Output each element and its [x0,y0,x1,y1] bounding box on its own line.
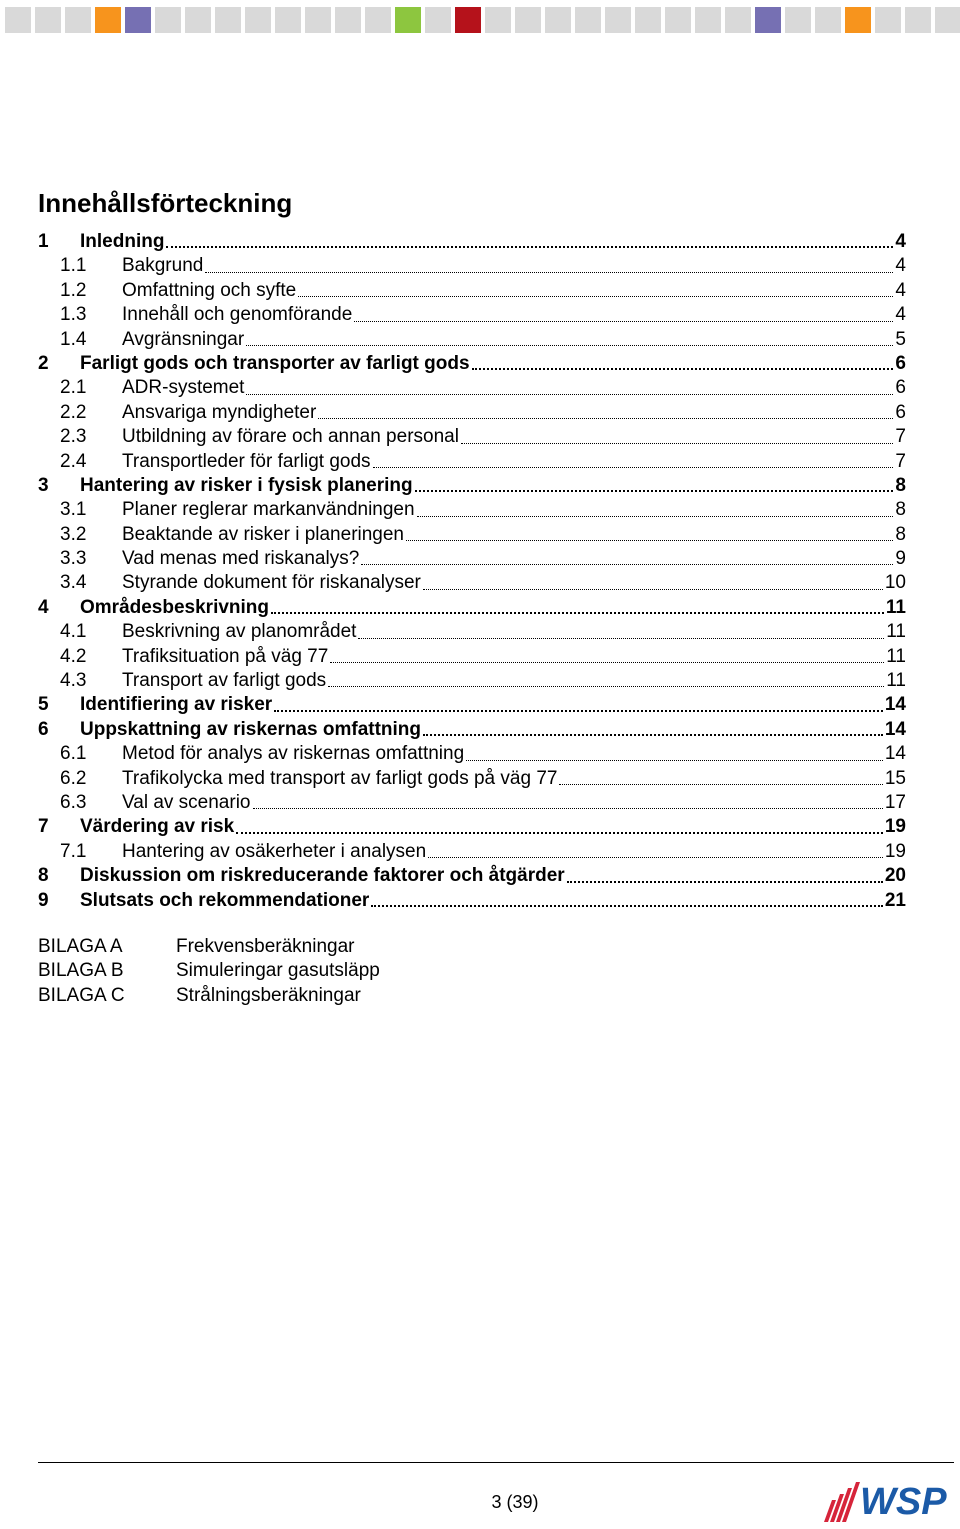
toc-entry-title: Diskussion om riskreducerande faktorer och åtgärder [80,865,565,887]
toc-entry[interactable] [38,742,906,766]
appendix-title: Frekvensberäkningar [176,936,355,957]
color-square [305,7,331,33]
toc-leader-dots [246,394,893,395]
appendix-title: Strålningsberäkningar [176,984,361,1006]
toc-entry[interactable] [38,474,906,498]
toc-entry-title: Slutsats och rekommendationer [80,889,370,911]
color-square [35,7,61,33]
color-square-bar [5,7,960,33]
toc-entry[interactable] [38,718,906,742]
color-square [845,7,871,33]
appendix-item [38,959,380,983]
toc-entry-title: Vad menas med riskanalys? [122,548,360,570]
toc-entry-title: Utbildning av förare och annan personal [122,426,459,448]
toc-leader-dots [318,418,893,419]
toc-entry-number: 9 [38,889,49,911]
color-square [665,7,691,33]
appendix-title: Simuleringar gasutsläpp [176,960,380,982]
table-of-contents [38,230,906,913]
toc-entry-number: 3.3 [60,548,87,570]
toc-entry[interactable] [38,840,906,864]
toc-entry-title: Transport av farligt gods [122,670,327,692]
toc-entry[interactable] [38,376,906,400]
color-square [365,7,391,33]
toc-entry-number: 3.2 [60,523,87,545]
appendix-item [38,935,380,959]
toc-entry-title: Farligt gods och transporter av farligt gods [80,352,470,374]
toc-entry-title: Beaktande av risker i planeringen [122,523,405,545]
toc-entry[interactable] [38,328,906,352]
toc-entry[interactable] [38,450,906,474]
toc-entry[interactable] [38,425,906,449]
appendix-item [38,984,380,1008]
wsp-logo [822,1476,958,1524]
color-square [185,7,211,33]
toc-entry-title: Planer reglerar markanvändningen [122,499,415,521]
toc-entry-number: 1 [38,231,49,252]
toc-entry[interactable] [38,401,906,425]
toc-entry-title: Styrande dokument för riskanalyser [122,572,421,594]
toc-entry-number: 4.1 [60,621,87,643]
toc-entry-title: ADR-systemet [122,377,245,399]
toc-leader-dots [330,662,884,663]
color-square [245,7,271,33]
color-square [515,7,541,33]
toc-entry[interactable] [38,791,906,815]
toc-entry-page: 6 [895,401,906,423]
toc-entry-page: 6 [895,377,906,399]
color-square [755,7,781,33]
toc-leader-dots [567,881,883,883]
toc-leader-dots [274,710,883,712]
toc-entry-number: 6.2 [60,767,87,789]
logo-stripes [824,1482,860,1522]
appendix-list [38,935,380,1008]
toc-entry[interactable] [38,669,906,693]
color-square [155,7,181,33]
color-square [65,7,91,33]
toc-entry-page: 11 [886,670,906,692]
color-square [485,7,511,33]
toc-entry[interactable] [38,596,906,620]
color-square [425,7,451,33]
color-square [635,7,661,33]
toc-entry-page: 8 [895,499,906,521]
toc-entry[interactable] [38,889,906,913]
toc-entry-title: Uppskattning av riskernas omfattning [80,718,422,740]
toc-leader-dots [559,784,882,785]
toc-leader-dots [373,467,894,468]
color-square [335,7,361,33]
toc-entry[interactable] [38,279,906,303]
toc-leader-dots [253,808,883,809]
toc-entry-page: 7 [895,426,906,448]
toc-entry[interactable] [38,693,906,717]
toc-entry-page: 4 [895,255,906,277]
color-square [125,7,151,33]
color-square [875,7,901,33]
toc-leader-dots [361,564,893,565]
toc-leader-dots [466,760,883,761]
toc-entry-number: 7.1 [60,840,87,862]
toc-entry-number: 6.3 [60,791,87,813]
toc-entry-page: 14 [884,694,906,716]
color-square [545,7,571,33]
toc-leader-dots [423,589,883,590]
toc-leader-dots [472,368,894,370]
toc-leader-dots [166,246,893,248]
toc-entry-page: 7 [895,450,906,472]
toc-entry-page: 14 [884,743,906,765]
toc-entry-number: 2.3 [60,426,87,448]
toc-entry[interactable] [38,815,906,839]
toc-entry-page: 14 [884,718,906,740]
toc-entry[interactable] [38,864,906,888]
toc-leader-dots [406,540,893,541]
toc-entry-page: 21 [884,889,906,911]
footer-divider [38,1462,954,1463]
appendix-code: BILAGA A [38,936,123,957]
toc-leader-dots [328,686,884,687]
toc-entry-number: 4 [38,596,49,618]
color-square [455,7,481,33]
color-square [905,7,931,33]
toc-entry[interactable] [38,620,906,644]
color-square [275,7,301,33]
toc-entry-number: 8 [38,865,49,887]
toc-entry[interactable] [38,645,906,669]
color-square [215,7,241,33]
toc-entry[interactable] [38,352,906,376]
toc-entry-number: 1.1 [60,255,87,277]
toc-entry-page: 11 [886,621,906,643]
toc-entry-page: 19 [884,816,906,838]
toc-entry-title: Värdering av risk [80,816,235,838]
toc-entry-number: 7 [38,816,49,838]
toc-entry-title: Metod för analys av riskernas omfattning [122,743,465,765]
toc-entry[interactable] [38,230,906,254]
toc-leader-dots [371,905,883,907]
toc-entry-number: 6.1 [60,743,87,765]
toc-entry-page: 9 [895,548,906,570]
color-square [95,7,121,33]
toc-leader-dots [246,345,893,346]
toc-leader-dots [354,321,893,322]
toc-heading: Innehållsförteckning [38,188,293,218]
toc-entry-page: 11 [885,596,906,618]
toc-entry-title: Ansvariga myndigheter [122,401,317,423]
toc-entry-number: 1.2 [60,279,87,301]
toc-leader-dots [417,516,894,517]
toc-entry-number: 4.3 [60,670,87,692]
toc-entry[interactable] [38,303,906,327]
color-square [725,7,751,33]
toc-leader-dots [423,734,883,736]
toc-entry-title: Avgränsningar [122,328,245,350]
toc-entry-title: Omfattning och syfte [122,279,297,301]
toc-entry-title: Identifiering av risker [80,694,273,716]
toc-entry-page: 15 [884,767,906,789]
toc-entry-title: Innehåll och genomförande [122,304,353,326]
toc-entry-number: 1.4 [60,328,87,350]
toc-entry-page: 6 [895,352,906,374]
toc-leader-dots [428,857,883,858]
toc-entry-number: 2 [38,352,49,374]
toc-entry-page: 8 [895,474,906,496]
toc-entry-page: 17 [884,791,906,813]
logo-wordmark: WSP [860,1481,947,1523]
toc-entry[interactable] [38,523,906,547]
toc-entry-number: 3.1 [60,499,87,521]
toc-entry-number: 2.2 [60,401,87,423]
toc-entry-title: Hantering av risker i fysisk planering [80,474,413,496]
toc-entry-number: 2.1 [60,377,87,399]
toc-entry-page: 4 [895,279,906,301]
toc-leader-dots [415,490,894,492]
toc-entry-page: 10 [884,572,906,594]
color-square [785,7,811,33]
toc-entry[interactable] [38,571,906,595]
toc-leader-dots [205,272,893,273]
color-square [695,7,721,33]
toc-entry-title: Trafikolycka med transport av farligt gods på väg 77 [122,767,558,789]
toc-leader-dots [298,296,893,297]
toc-entry-number: 4.2 [60,645,87,667]
toc-entry-number: 6 [38,718,49,740]
color-square [815,7,841,33]
appendix-code: BILAGA C [38,984,125,1006]
toc-entry[interactable] [38,498,906,522]
toc-entry-title: Inledning [80,231,165,252]
toc-entry-title: Hantering av osäkerheter i analysen [122,840,427,862]
toc-leader-dots [236,832,883,834]
toc-entry-page: 11 [886,645,906,667]
page-number: 3 (39) [491,1492,539,1512]
color-square [5,7,31,33]
toc-entry-page: 19 [884,840,906,862]
toc-entry-title: Beskrivning av planområdet [122,621,357,643]
color-square [575,7,601,33]
toc-entry[interactable] [38,547,906,571]
toc-entry-title: Områdesbeskrivning [80,596,270,618]
toc-entry-page: 8 [895,523,906,545]
toc-entry-title: Val av scenario [122,791,251,813]
toc-entry[interactable] [38,254,906,278]
toc-entry-page: 5 [895,328,906,350]
toc-leader-dots [358,638,884,639]
color-square [395,7,421,33]
toc-leader-dots [271,612,884,614]
toc-entry-page: 4 [895,231,906,252]
toc-entry-number: 1.3 [60,304,87,326]
toc-leader-dots [461,443,893,444]
toc-entry-title: Bakgrund [122,255,204,277]
toc-entry-title: Transportleder för farligt gods [122,450,371,472]
toc-entry-page: 20 [884,865,906,887]
toc-entry[interactable] [38,767,906,791]
toc-entry-page: 4 [895,304,906,326]
toc-entry-number: 3 [38,474,49,496]
appendix-code: BILAGA B [38,960,124,982]
toc-entry-number: 5 [38,694,49,716]
color-square [605,7,631,33]
toc-entry-number: 2.4 [60,450,87,472]
toc-entry-title: Trafiksituation på väg 77 [122,645,329,667]
color-square [935,7,960,33]
toc-entry-number: 3.4 [60,572,87,594]
